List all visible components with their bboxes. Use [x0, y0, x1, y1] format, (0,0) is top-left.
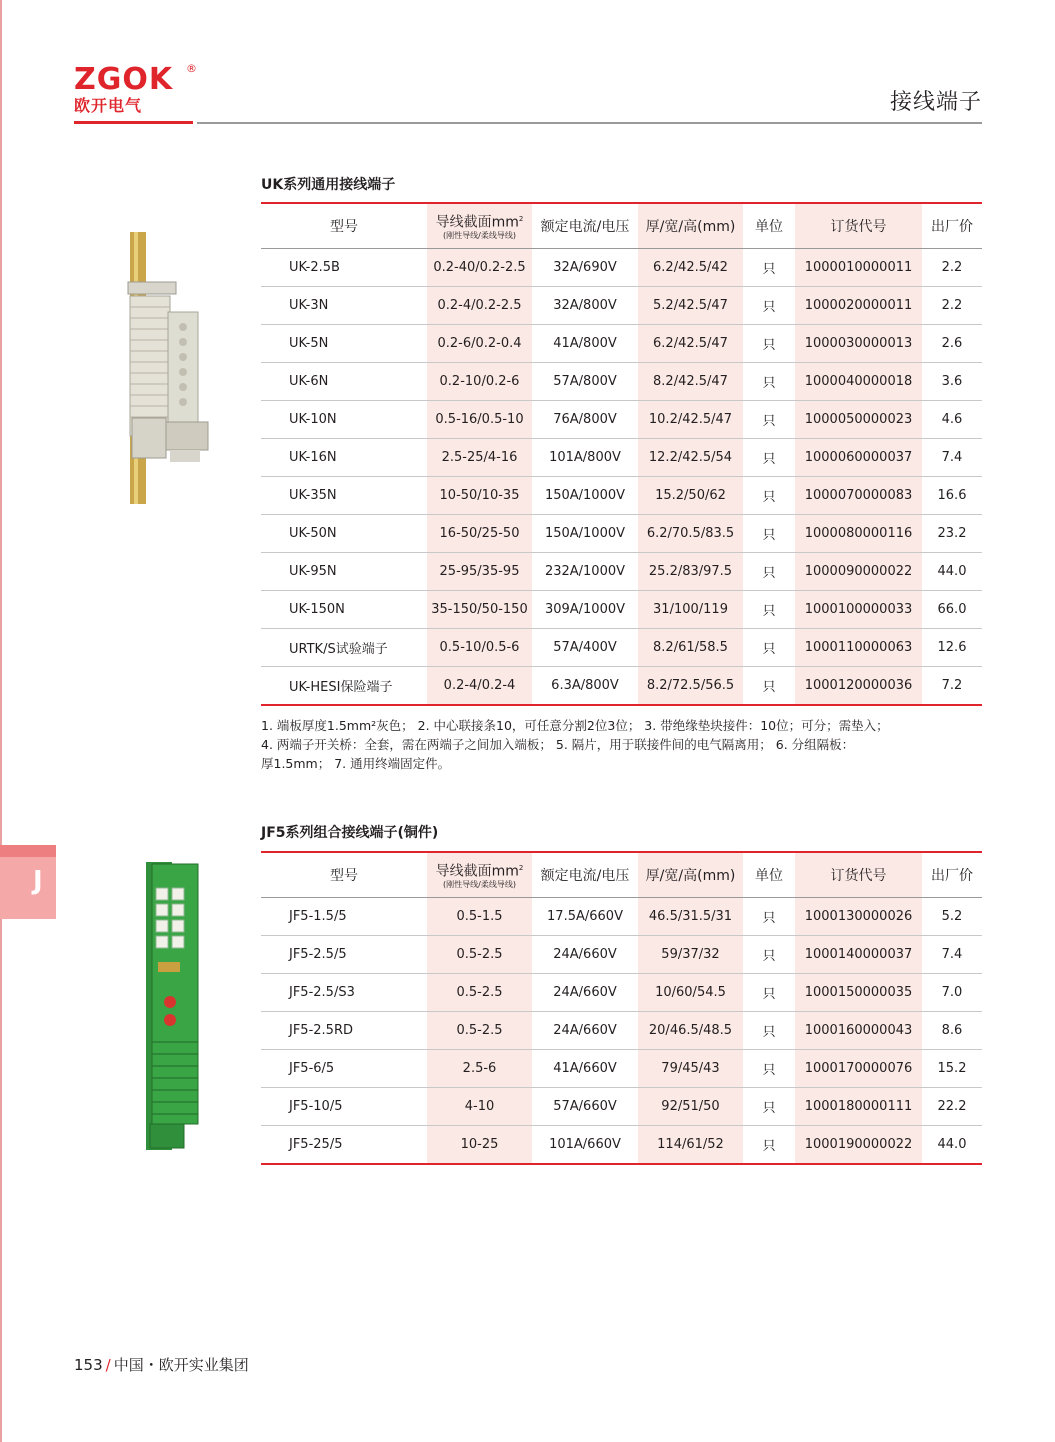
- table-row: UK-150N 35-150/50-150 309A/1000V 31/100/119 只 1000100000033 66.0: [261, 591, 982, 629]
- table-row: UK-5N 0.2-6/0.2-0.4 41A/800V 6.2/42.5/47 只 1000030000013 2.6: [261, 325, 982, 363]
- table-row: JF5-6/5 2.5-6 41A/660V 79/45/43 只 1000170000076 15.2: [261, 1050, 982, 1088]
- table-row: UK-50N 16-50/25-50 150A/1000V 6.2/70.5/83.5 只 1000080000116 23.2: [261, 515, 982, 553]
- table-row: JF5-10/5 4-10 57A/660V 92/51/50 只 1000180000111 22.2: [261, 1088, 982, 1126]
- table-row: UK-HESI保险端子 0.2-4/0.2-4 6.3A/800V 8.2/72.5/56.5 只 1000120000036 7.2: [261, 667, 982, 706]
- col-header-section: 导线截面$mm^2$ (刚性导线/柔线导线): [427, 203, 532, 249]
- col-header-model: 型号: [261, 852, 427, 898]
- page-footer: [74, 1354, 249, 1375]
- brand-logo: [74, 62, 197, 116]
- col-header-section: 导线截面$mm^2$ (刚性导线/柔线导线): [427, 852, 532, 898]
- section-tab-letter: J: [33, 866, 43, 896]
- logo-chinese-name: 欧开电气: [74, 96, 143, 115]
- table-row: UK-16N 2.5-25/4-16 101A/800V 12.2/42.5/54 只 1000060000037 7.4: [261, 439, 982, 477]
- page-left-rule: [0, 0, 2, 1442]
- page-number: 153: [74, 1356, 103, 1374]
- col-header-order-code: 订货代号: [795, 852, 922, 898]
- table-row: JF5-1.5/5 0.5-1.5 17.5A/660V 46.5/31.5/31 只 1000130000026 5.2: [261, 898, 982, 936]
- logo-underline: [74, 121, 193, 124]
- note-line: 1. 端板厚度1.5mm²灰色； 2. 中心联接条10，可任意分割2位3位； 3. 带绝缘垫块接件：10位；可分；需垫入；: [261, 718, 889, 733]
- col-header-order-code: 订货代号: [795, 203, 922, 249]
- footer-separator: /: [105, 1356, 111, 1374]
- table-row: URTK/S试验端子 0.5-10/0.5-6 57A/400V 8.2/61/58.5 只 1000110000063 12.6: [261, 629, 982, 667]
- table-row: JF5-2.5/5 0.5-2.5 24A/660V 59/37/32 只 1000140000037 7.4: [261, 936, 982, 974]
- table-row: UK-35N 10-50/10-35 150A/1000V 15.2/50/62 只 1000070000083 16.6: [261, 477, 982, 515]
- table-header-row: [261, 203, 982, 249]
- note-line: 厚1.5mm； 7. 通用终端固定件。: [261, 756, 451, 771]
- jf5-section-title: JF5系列组合接线端子(铜件): [261, 825, 439, 841]
- table-header-row: [261, 852, 982, 898]
- footer-company: 中国・欧开实业集团: [113, 1356, 249, 1374]
- col-header-rating: 额定电流/电压: [532, 203, 638, 249]
- table-row: JF5-25/5 10-25 101A/660V 114/61/52 只 1000190000022 44.0: [261, 1126, 982, 1165]
- col-header-dims: 厚/宽/高(mm): [638, 203, 743, 249]
- uk-section-title: UK系列通用接线端子: [261, 177, 396, 193]
- table-row: UK-95N 25-95/35-95 232A/1000V 25.2/83/97.5 只 1000090000022 44.0: [261, 553, 982, 591]
- table-row: JF5-2.5/S3 0.5-2.5 24A/660V 10/60/54.5 只 1000150000035 7.0: [261, 974, 982, 1012]
- col-header-rating: 额定电流/电压: [532, 852, 638, 898]
- col-header-model: 型号: [261, 203, 427, 249]
- table-row: UK-6N 0.2-10/0.2-6 57A/800V 8.2/42.5/47 只 1000040000018 3.6: [261, 363, 982, 401]
- table-row: JF5-2.5RD 0.5-2.5 24A/660V 20/46.5/48.5 只 1000160000043 8.6: [261, 1012, 982, 1050]
- table-row: UK-10N 0.5-16/0.5-10 76A/800V 10.2/42.5/47 只 1000050000023 4.6: [261, 401, 982, 439]
- col-header-price: 出厂价: [922, 203, 982, 249]
- col-header-unit: 单位: [743, 203, 795, 249]
- uk-notes: [261, 716, 991, 773]
- table-row: UK-2.5B 0.2-40/0.2-2.5 32A/690V 6.2/42.5/42 只 1000010000011 2.2: [261, 249, 982, 287]
- uk-terminal-product-image: [126, 232, 212, 504]
- col-header-unit: 单位: [743, 852, 795, 898]
- jf5-spec-table: [261, 851, 982, 1165]
- section-tab-accent: [0, 845, 56, 857]
- table-row: UK-3N 0.2-4/0.2-2.5 32A/800V 5.2/42.5/47 只 1000020000011 2.2: [261, 287, 982, 325]
- col-header-price: 出厂价: [922, 852, 982, 898]
- jf5-terminal-product-image: [140, 862, 202, 1150]
- registered-mark: ®: [186, 62, 197, 75]
- uk-spec-table: [261, 202, 982, 706]
- logo-wordmark: ZGOK: [74, 62, 174, 97]
- col-header-dims: 厚/宽/高(mm): [638, 852, 743, 898]
- note-line: 4. 两端子开关桥：全套，需在两端子之间加入端板； 5. 隔片，用于联接件间的电气隔离用； 6. 分组隔板：: [261, 737, 855, 752]
- page-title: 接线端子: [889, 90, 982, 115]
- header-divider: [197, 122, 982, 124]
